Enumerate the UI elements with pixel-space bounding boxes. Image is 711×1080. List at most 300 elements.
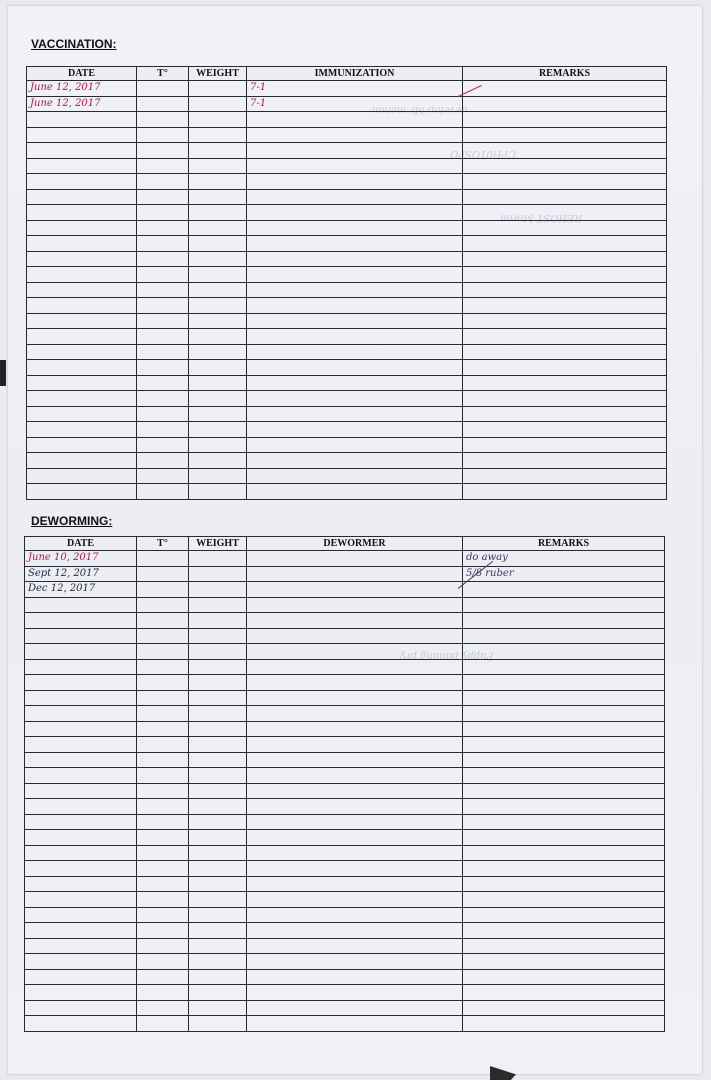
remarks-cell [463, 127, 667, 143]
date-cell [25, 628, 137, 644]
immunization-cell [247, 251, 463, 267]
weight-cell [189, 597, 247, 613]
temperature-cell [137, 644, 189, 660]
temperature-cell [137, 1016, 189, 1032]
weight-cell [189, 422, 247, 438]
weight-cell [189, 251, 247, 267]
temperature-cell [137, 690, 189, 706]
dewormer-cell [247, 861, 463, 877]
table-row [27, 453, 667, 469]
date-cell: June 10, 2017 [25, 551, 137, 567]
temperature-cell [137, 344, 189, 360]
date-cell [25, 613, 137, 629]
temperature-cell [137, 938, 189, 954]
temperature-cell [137, 96, 189, 112]
remarks-cell [463, 484, 667, 500]
remarks-cell [463, 112, 667, 128]
temperature-cell [137, 267, 189, 283]
date-cell [25, 876, 137, 892]
temperature-cell [137, 298, 189, 314]
dewormer-cell [247, 876, 463, 892]
date-cell [25, 969, 137, 985]
remarks-cell [463, 861, 665, 877]
immunization-cell [247, 205, 463, 221]
weight-cell [189, 551, 247, 567]
dewormer-cell [247, 814, 463, 830]
immunization-cell: 7-1 [247, 96, 463, 112]
dewormer-cell [247, 644, 463, 660]
remarks-cell [463, 1016, 665, 1032]
column-header-date: DATE [27, 67, 137, 81]
weight-cell [189, 112, 247, 128]
date-cell [25, 938, 137, 954]
temperature-cell [137, 453, 189, 469]
date-cell [25, 690, 137, 706]
dewormer-cell [247, 690, 463, 706]
date-cell [27, 329, 137, 345]
table-row [27, 127, 667, 143]
date-cell [27, 112, 137, 128]
table-row [25, 644, 665, 660]
immunization-cell [247, 406, 463, 422]
remarks-cell [463, 954, 665, 970]
bleed-through-text: develop Mr monon [372, 104, 468, 115]
table-row [27, 282, 667, 298]
weight-cell [189, 282, 247, 298]
table-row [25, 907, 665, 923]
date-cell [25, 706, 137, 722]
remarks-cell [463, 220, 667, 236]
dewormer-cell [247, 582, 463, 598]
remarks-cell [463, 721, 665, 737]
table-row [27, 205, 667, 221]
temperature-cell [137, 706, 189, 722]
table-row [27, 375, 667, 391]
remarks-cell [463, 205, 667, 221]
bleed-through-text: REHOST Moron [500, 212, 582, 223]
temperature-cell [137, 969, 189, 985]
temperature-cell [137, 892, 189, 908]
immunization-cell [247, 391, 463, 407]
date-cell [25, 985, 137, 1001]
date-cell [27, 267, 137, 283]
temperature-cell [137, 282, 189, 298]
remarks-cell [463, 329, 667, 345]
table-row [27, 344, 667, 360]
date-cell [27, 406, 137, 422]
date-cell [25, 799, 137, 815]
temperature-cell [137, 814, 189, 830]
table-row [25, 690, 665, 706]
temperature-cell [137, 1000, 189, 1016]
remarks-cell [463, 814, 665, 830]
dewormer-cell [247, 1016, 463, 1032]
date-cell [27, 158, 137, 174]
date-cell [27, 484, 137, 500]
table-row [27, 96, 667, 112]
immunization-cell [247, 453, 463, 469]
weight-cell [189, 298, 247, 314]
table-row [27, 484, 667, 500]
table-row [27, 468, 667, 484]
dewormer-cell [247, 938, 463, 954]
dewormer-cell [247, 830, 463, 846]
dewormer-cell [247, 597, 463, 613]
table-row [27, 143, 667, 159]
column-header-date: DATE [25, 537, 137, 551]
table-row [27, 251, 667, 267]
remarks-cell [463, 468, 667, 484]
weight-cell [189, 814, 247, 830]
weight-cell [189, 706, 247, 722]
table-row [27, 313, 667, 329]
date-cell [25, 675, 137, 691]
table-row [25, 721, 665, 737]
dewormer-cell [247, 628, 463, 644]
weight-cell [189, 127, 247, 143]
deworming-title: DEWORMING: [31, 514, 113, 528]
remarks-cell [463, 391, 667, 407]
weight-cell [189, 391, 247, 407]
date-cell [27, 282, 137, 298]
date-cell [25, 1000, 137, 1016]
immunization-cell [247, 313, 463, 329]
dewormer-cell [247, 799, 463, 815]
dewormer-cell [247, 907, 463, 923]
remarks-cell [463, 158, 667, 174]
table-row [25, 861, 665, 877]
dewormer-cell [247, 783, 463, 799]
temperature-cell [137, 783, 189, 799]
remarks-cell [463, 845, 665, 861]
remarks-cell [463, 659, 665, 675]
table-row [25, 814, 665, 830]
table-row [25, 1000, 665, 1016]
table-row [27, 267, 667, 283]
table-row [25, 969, 665, 985]
temperature-cell [137, 189, 189, 205]
date-cell: Sept 12, 2017 [25, 566, 137, 582]
date-cell [25, 830, 137, 846]
deworming-header-row [25, 537, 665, 551]
immunization-cell [247, 189, 463, 205]
immunization-cell: 7-1 [247, 81, 463, 97]
weight-cell [189, 453, 247, 469]
remarks-cell [463, 437, 667, 453]
table-row [25, 783, 665, 799]
weight-cell [189, 81, 247, 97]
dewormer-cell [247, 721, 463, 737]
dewormer-cell [247, 985, 463, 1001]
immunization-cell [247, 484, 463, 500]
dewormer-cell [247, 675, 463, 691]
date-cell [25, 768, 137, 784]
weight-cell [189, 923, 247, 939]
table-row [25, 938, 665, 954]
weight-cell [189, 566, 247, 582]
date-cell [27, 422, 137, 438]
temperature-cell [137, 391, 189, 407]
immunization-cell [247, 143, 463, 159]
temperature-cell [137, 613, 189, 629]
remarks-cell [463, 422, 667, 438]
column-header-immunization: IMMUNIZATION [247, 67, 463, 81]
table-row [25, 551, 665, 567]
weight-cell [189, 344, 247, 360]
table-row [25, 659, 665, 675]
temperature-cell [137, 158, 189, 174]
weight-cell [189, 830, 247, 846]
dewormer-cell [247, 1000, 463, 1016]
table-row [25, 799, 665, 815]
date-cell: June 12, 2017 [27, 96, 137, 112]
table-row [27, 391, 667, 407]
temperature-cell [137, 205, 189, 221]
date-cell [25, 721, 137, 737]
table-row [25, 1016, 665, 1032]
temperature-cell [137, 954, 189, 970]
immunization-cell [247, 437, 463, 453]
remarks-cell [463, 313, 667, 329]
dewormer-cell [247, 752, 463, 768]
weight-cell [189, 628, 247, 644]
temperature-cell [137, 484, 189, 500]
weight-cell [189, 1016, 247, 1032]
immunization-cell [247, 344, 463, 360]
immunization-cell [247, 422, 463, 438]
temperature-cell [137, 375, 189, 391]
remarks-cell [463, 985, 665, 1001]
column-header-temperature: T° [137, 537, 189, 551]
temperature-cell [137, 737, 189, 753]
remarks-cell [463, 344, 667, 360]
date-cell [27, 205, 137, 221]
table-row [27, 236, 667, 252]
date-cell [27, 189, 137, 205]
table-row [27, 360, 667, 376]
date-cell [27, 298, 137, 314]
temperature-cell [137, 861, 189, 877]
remarks-cell [463, 81, 667, 97]
weight-cell [189, 768, 247, 784]
temperature-cell [137, 360, 189, 376]
table-row [25, 566, 665, 582]
weight-cell [189, 220, 247, 236]
weight-cell [189, 644, 247, 660]
date-cell [25, 861, 137, 877]
weight-cell [189, 174, 247, 190]
date-cell [25, 644, 137, 660]
immunization-cell [247, 282, 463, 298]
weight-cell [189, 582, 247, 598]
temperature-cell [137, 406, 189, 422]
date-cell [27, 468, 137, 484]
table-row [27, 406, 667, 422]
weight-cell [189, 892, 247, 908]
weight-cell [189, 783, 247, 799]
weight-cell [189, 985, 247, 1001]
remarks-cell [463, 360, 667, 376]
table-row [27, 81, 667, 97]
remarks-cell [463, 938, 665, 954]
immunization-cell [247, 236, 463, 252]
deworming-table [24, 536, 665, 1032]
dewormer-cell [247, 845, 463, 861]
column-header-temperature: T° [137, 67, 189, 81]
temperature-cell [137, 112, 189, 128]
table-row [25, 628, 665, 644]
temperature-cell [137, 143, 189, 159]
immunization-cell [247, 112, 463, 128]
remarks-cell [463, 799, 665, 815]
date-cell [27, 251, 137, 267]
remarks-cell [463, 251, 667, 267]
column-header-weight: WEIGHT [189, 67, 247, 81]
immunization-cell [247, 329, 463, 345]
temperature-cell [137, 566, 189, 582]
remarks-cell: 5/8 ruber [463, 566, 665, 582]
remarks-cell [463, 298, 667, 314]
remarks-cell [463, 582, 665, 598]
temperature-cell [137, 876, 189, 892]
temperature-cell [137, 675, 189, 691]
table-row [25, 923, 665, 939]
temperature-cell [137, 799, 189, 815]
bleed-through-text: Puppy pinning pry [400, 650, 494, 661]
table-row [27, 112, 667, 128]
weight-cell [189, 96, 247, 112]
column-header-weight: WEIGHT [189, 537, 247, 551]
remarks-cell [463, 282, 667, 298]
temperature-cell [137, 468, 189, 484]
weight-cell [189, 938, 247, 954]
table-row [25, 768, 665, 784]
weight-cell [189, 845, 247, 861]
immunization-cell [247, 174, 463, 190]
weight-cell [189, 907, 247, 923]
date-cell [25, 923, 137, 939]
remarks-cell [463, 876, 665, 892]
immunization-cell [247, 267, 463, 283]
temperature-cell [137, 721, 189, 737]
remarks-cell [463, 644, 665, 660]
date-cell [27, 437, 137, 453]
remarks-cell [463, 406, 667, 422]
table-row [25, 892, 665, 908]
temperature-cell [137, 923, 189, 939]
date-cell [25, 907, 137, 923]
weight-cell [189, 752, 247, 768]
temperature-cell [137, 768, 189, 784]
dewormer-cell [247, 768, 463, 784]
weight-cell [189, 861, 247, 877]
temperature-cell [137, 582, 189, 598]
immunization-cell [247, 158, 463, 174]
remarks-cell [463, 143, 667, 159]
temperature-cell [137, 251, 189, 267]
weight-cell [189, 1000, 247, 1016]
temperature-cell [137, 628, 189, 644]
bleed-through-text: CPH01OSPO [450, 148, 516, 159]
dewormer-cell [247, 737, 463, 753]
temperature-cell [137, 907, 189, 923]
scan-edge-mark [0, 360, 6, 386]
remarks-cell [463, 267, 667, 283]
remarks-cell [463, 907, 665, 923]
dewormer-cell [247, 954, 463, 970]
dewormer-cell [247, 613, 463, 629]
temperature-cell [137, 752, 189, 768]
remarks-cell [463, 453, 667, 469]
weight-cell [189, 189, 247, 205]
dewormer-cell [247, 566, 463, 582]
weight-cell [189, 613, 247, 629]
table-row [25, 985, 665, 1001]
remarks-cell [463, 737, 665, 753]
remarks-cell [463, 752, 665, 768]
dewormer-cell [247, 706, 463, 722]
remarks-cell [463, 597, 665, 613]
temperature-cell [137, 985, 189, 1001]
immunization-cell [247, 298, 463, 314]
table-row [25, 830, 665, 846]
date-cell [25, 892, 137, 908]
date-cell [25, 659, 137, 675]
date-cell [25, 1016, 137, 1032]
immunization-cell [247, 360, 463, 376]
table-row [25, 737, 665, 753]
remarks-cell [463, 375, 667, 391]
remarks-cell: do away [463, 551, 665, 567]
date-cell [27, 375, 137, 391]
date-cell [25, 597, 137, 613]
dewormer-cell [247, 659, 463, 675]
table-row [27, 158, 667, 174]
weight-cell [189, 313, 247, 329]
immunization-cell [247, 468, 463, 484]
weight-cell [189, 675, 247, 691]
date-cell [27, 127, 137, 143]
remarks-cell [463, 830, 665, 846]
column-header-dewormer: DEWORMER [247, 537, 463, 551]
remarks-cell [463, 892, 665, 908]
weight-cell [189, 360, 247, 376]
dewormer-cell [247, 551, 463, 567]
vaccination-header-row [27, 67, 667, 81]
date-cell [27, 143, 137, 159]
column-header-remarks: REMARKS [463, 67, 667, 81]
remarks-cell [463, 690, 665, 706]
remarks-cell [463, 923, 665, 939]
vaccination-title: VACCINATION: [31, 37, 117, 51]
table-row [27, 422, 667, 438]
remarks-cell [463, 675, 665, 691]
weight-cell [189, 143, 247, 159]
date-cell: Dec 12, 2017 [25, 582, 137, 598]
temperature-cell [137, 174, 189, 190]
temperature-cell [137, 313, 189, 329]
temperature-cell [137, 845, 189, 861]
table-row [25, 845, 665, 861]
remarks-cell [463, 189, 667, 205]
temperature-cell [137, 127, 189, 143]
immunization-cell [247, 375, 463, 391]
vaccination-table [26, 66, 667, 500]
column-header-remarks: REMARKS [463, 537, 665, 551]
remarks-cell [463, 236, 667, 252]
date-cell: June 12, 2017 [27, 81, 137, 97]
temperature-cell [137, 329, 189, 345]
